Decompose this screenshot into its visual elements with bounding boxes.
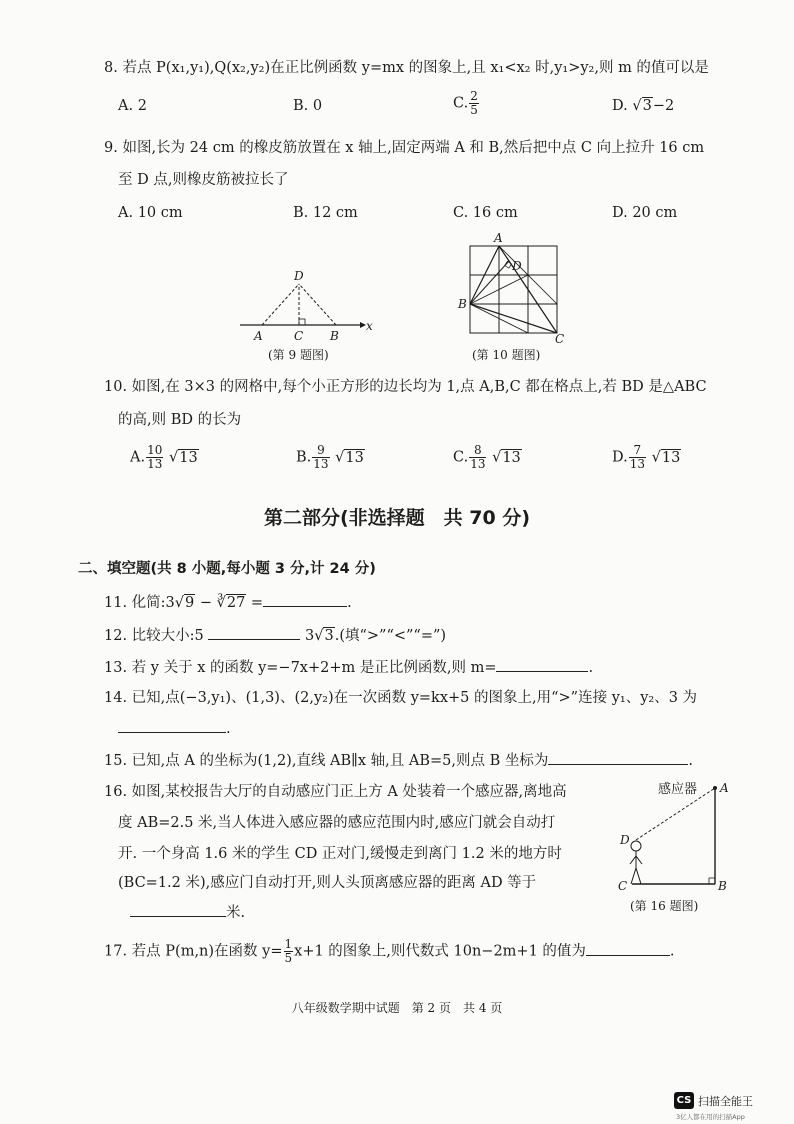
q13-answer-blank[interactable] bbox=[496, 657, 588, 672]
label-a: A bbox=[720, 781, 729, 795]
q10-c-radicand: 13 bbox=[502, 449, 521, 466]
q10-a-fraction bbox=[146, 444, 163, 471]
q17-fraction bbox=[284, 938, 294, 965]
q10-c-fraction bbox=[469, 444, 486, 471]
q10-option-c: C. $\frac{8}{13}$ √13 bbox=[453, 443, 521, 471]
q16-line2: 度 AB=2.5 米,当人体进入感应器的感应范围内时,感应门就会自动打 bbox=[118, 815, 556, 831]
q16-line5 bbox=[130, 902, 245, 923]
q9-option-c: C. 16 cm bbox=[453, 205, 518, 221]
q10-a-label: A. bbox=[130, 449, 146, 466]
figure-9-diagram bbox=[236, 262, 376, 344]
q9-option-b: B. 12 cm bbox=[293, 205, 358, 221]
q14-line2 bbox=[118, 718, 231, 739]
q10-b-radicand: 13 bbox=[345, 449, 364, 466]
q13-end: . bbox=[588, 660, 594, 676]
q11-radicand-2: 27 bbox=[226, 595, 246, 611]
q16-line1: 16. 如图,某校报告大厅的自动感应门正上方 A 处装着一个感应器,离地高 bbox=[104, 784, 567, 800]
q8-option-d: D. √3−2 bbox=[612, 98, 675, 114]
q10-a-den: 13 bbox=[147, 457, 163, 471]
label-c: C bbox=[555, 332, 565, 346]
label-b: B bbox=[458, 297, 467, 311]
label-a: A bbox=[254, 329, 263, 343]
q16-line4: (BC=1.2 米),感应门自动打开,则人头顶离感应器的距离 AD 等于 bbox=[118, 875, 537, 891]
label-b: B bbox=[330, 329, 339, 343]
q17 bbox=[104, 938, 675, 965]
q16-unit: 米. bbox=[226, 905, 246, 921]
label-b: B bbox=[718, 879, 727, 892]
q9-line1: 9. 如图,长为 24 cm 的橡皮筋放置在 x 轴上,固定两端 A 和 B,然后把中点 C 向上拉升 16 cm bbox=[104, 140, 705, 156]
label-c: C bbox=[618, 879, 628, 892]
q17-end: . bbox=[669, 943, 675, 960]
scanner-brand-name: 扫描全能王 bbox=[698, 1095, 753, 1108]
q8-option-c-label: C. bbox=[453, 95, 469, 112]
q10-d-num: 7 bbox=[629, 444, 646, 458]
q10-d-radicand: 13 bbox=[661, 449, 681, 466]
q13 bbox=[104, 657, 593, 678]
q10-b-label: B. bbox=[296, 449, 312, 466]
q11-end: . bbox=[347, 595, 352, 611]
q9-option-a: A. 10 cm bbox=[118, 205, 183, 221]
figure-16-caption: (第 16 题图) bbox=[630, 899, 699, 913]
right-angle-mark bbox=[709, 878, 715, 884]
segment-ad bbox=[262, 284, 299, 325]
q15-answer-blank[interactable] bbox=[548, 750, 688, 765]
q11-post: = bbox=[246, 595, 264, 611]
q8-d-radicand: 3 bbox=[642, 98, 652, 114]
q10-a-radicand: 13 bbox=[179, 449, 198, 466]
sensor-point bbox=[713, 786, 717, 790]
q16-answer-blank[interactable] bbox=[130, 902, 226, 917]
q10-b-num: 9 bbox=[312, 444, 329, 458]
q15-end: . bbox=[688, 753, 693, 769]
q11-radicand-1: 9 bbox=[185, 595, 195, 611]
q15-text: 15. 已知,点 A 的坐标为(1,2),直线 AB∥x 轴,且 AB=5,则点 B 坐标为 bbox=[104, 753, 549, 769]
label-d: D bbox=[294, 269, 304, 283]
q12-post: .(填“>”“<”“=”) bbox=[334, 628, 447, 644]
q8-d-rest: −2 bbox=[652, 98, 675, 114]
q10-c-num: 8 bbox=[469, 444, 486, 458]
page-footer: 八年级数学期中试题 第 2 页 共 4 页 bbox=[291, 1001, 503, 1015]
q17-post: x+1 的图象上,则代数式 10n−2m+1 的值为 bbox=[294, 943, 586, 960]
q10-d-den: 13 bbox=[629, 457, 645, 471]
figure-10-caption: (第 10 题图) bbox=[472, 348, 541, 362]
label-d: D bbox=[620, 833, 630, 847]
segment-ad bbox=[636, 788, 715, 840]
q17-num: 1 bbox=[284, 937, 293, 951]
scanner-brand-tagline: 3亿人都在用的扫描App bbox=[676, 1113, 745, 1121]
part2-title: 第二部分(非选择题 共 70 分) bbox=[263, 507, 531, 529]
q8-c-denominator: 5 bbox=[470, 103, 478, 117]
q14-line1: 14. 已知,点(−3,y₁)、(1,3)、(2,y₂)在一次函数 y=kx+5 的图象上,用“>”连接 y₁、y₂、3 为 bbox=[104, 690, 698, 706]
q12-answer-blank[interactable] bbox=[208, 625, 300, 640]
q13-text: 13. 若 y 关于 x 的函数 y=−7x+2+m 是正比例函数,则 m= bbox=[104, 660, 497, 676]
q10-option-b: B. $\frac{9}{13}$ √13 bbox=[296, 443, 364, 471]
q10-b-fraction bbox=[312, 444, 329, 471]
label-a: A bbox=[494, 231, 503, 245]
figure-10-diagram bbox=[452, 224, 572, 346]
q8-option-c bbox=[453, 90, 480, 117]
q10-line2: 的高,则 BD 的长为 bbox=[118, 412, 242, 428]
q10-c-den: 13 bbox=[470, 457, 486, 471]
q17-den: 5 bbox=[284, 951, 293, 965]
q11-mid: − ∛ bbox=[195, 595, 226, 611]
q8-option-a: A. 2 bbox=[118, 98, 147, 114]
q10-d-label: D. bbox=[612, 449, 628, 466]
right-angle-mark bbox=[299, 319, 305, 325]
q9-option-d: D. 20 cm bbox=[612, 205, 678, 221]
sensor-label: 感应器 bbox=[658, 782, 698, 797]
q11-answer-blank[interactable] bbox=[263, 592, 347, 607]
q10-c-label: C. bbox=[453, 449, 469, 466]
student-figure bbox=[630, 841, 642, 884]
q10-b-den: 13 bbox=[313, 457, 329, 471]
q10-line1: 10. 如图,在 3×3 的网格中,每个小正方形的边长均为 1,点 A,B,C 都在格点上,若 BD 是△ABC bbox=[104, 379, 707, 395]
q10-option-a: A. $\frac{10}{13}$ √13 bbox=[130, 443, 198, 471]
section2-heading: 二、填空题(共 8 小题,每小题 3 分,计 24 分) bbox=[78, 561, 376, 577]
q9-line2: 至 D 点,则橡皮筋被拉长了 bbox=[118, 172, 289, 188]
height-bd bbox=[470, 261, 509, 304]
q8-option-d-label: D. bbox=[612, 98, 628, 114]
label-x: x bbox=[366, 319, 373, 333]
q14-end: . bbox=[226, 721, 231, 737]
q11: 11. 化简:3√9 − ∛27 = . bbox=[104, 592, 352, 613]
label-c: C bbox=[294, 329, 304, 343]
q14-answer-blank[interactable] bbox=[118, 718, 226, 733]
q11-pre: 11. 化简:3 bbox=[104, 595, 175, 611]
q12-pre: 12. 比较大小:5 bbox=[104, 628, 204, 644]
q10-option-d: D. $\frac{7}{13}$ √13 bbox=[612, 443, 681, 471]
q12-radicand: 3 bbox=[324, 628, 334, 644]
figure-16-diagram bbox=[612, 780, 734, 892]
q16-line3: 开. 一个身高 1.6 米的学生 CD 正对门,缓慢走到离门 1.2 米的地方时 bbox=[118, 846, 562, 862]
q15 bbox=[104, 750, 693, 771]
q10-d-fraction bbox=[629, 444, 646, 471]
figure-9-caption: (第 9 题图) bbox=[268, 348, 329, 362]
q12-mid: 3 bbox=[305, 628, 315, 644]
scanner-logo-icon: CS bbox=[674, 1092, 694, 1109]
q8-option-b: B. 0 bbox=[293, 98, 323, 114]
q17-answer-blank[interactable] bbox=[586, 941, 670, 956]
q8-c-numerator: 2 bbox=[470, 89, 478, 103]
q10-a-num: 10 bbox=[147, 443, 163, 457]
q17-pre: 17. 若点 P(m,n)在函数 y= bbox=[104, 943, 283, 960]
label-d: D bbox=[512, 259, 522, 273]
q8-option-c-fraction bbox=[469, 90, 479, 117]
q8-stem: 8. 若点 P(x₁,y₁),Q(x₂,y₂)在正比例函数 y=mx 的图象上,且 x₁<x₂ 时,y₁>y₂,则 m 的值可以是 bbox=[104, 60, 709, 76]
q12: 12. 比较大小:5 3√3.(填“>”“<”“=”) bbox=[104, 625, 446, 646]
